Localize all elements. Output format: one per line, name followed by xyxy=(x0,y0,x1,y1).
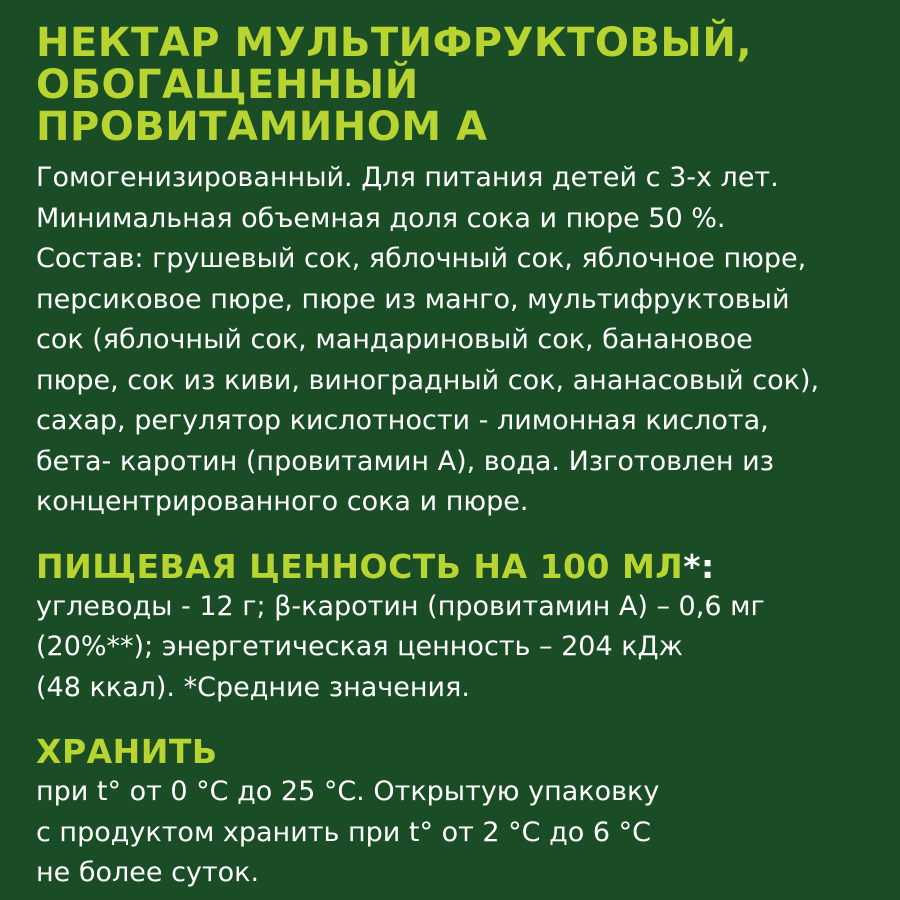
nutrition-heading xyxy=(36,547,864,587)
description-line: пюре, сок из киви, виноградный сок, ананасовый сок), xyxy=(36,364,820,396)
nutrition-line: (20%**); энергетическая ценность – 204 кДж xyxy=(36,631,683,662)
description-line: сок (яблочный сок, мандариновый сок, банановое xyxy=(36,324,753,355)
description-line: Гомогенизированный. Для питания детей с 3-х лет. xyxy=(36,162,779,193)
nutrition-heading-mark: *: xyxy=(683,546,715,586)
nutrition-line: (48 ккал). *Средние значения. xyxy=(36,671,470,703)
description-line: концентрированного сока и пюре. xyxy=(36,486,529,517)
description-line: Минимальная объемная доля сока и пюре 50 %. xyxy=(36,202,726,234)
description-line: Состав: грушевый сок, яблочный сок, яблочное пюре, xyxy=(36,243,807,274)
storage-line: при t° от 0 °С до 25 °С. Открытую упаковку xyxy=(36,776,660,807)
description-line: персиковое пюре, пюре из манго, мультифруктовый xyxy=(36,283,790,315)
nutrition-line: углеводы - 12 г; β-каротин (провитамин А) – 0,6 мг xyxy=(36,590,765,622)
storage-details xyxy=(36,772,864,894)
storage-line: не более суток. xyxy=(36,857,260,888)
storage-heading: ХРАНИТЬ xyxy=(36,732,218,771)
nutrition-details xyxy=(36,587,864,709)
description-line: бета- каротин (провитамин А), вода. Изготовлен из xyxy=(36,445,775,477)
storage-line: с продуктом хранить при t° от 2 °С до 6 °С xyxy=(36,816,651,848)
description-line: сахар, регулятор кислотности - лимонная кислота, xyxy=(36,405,769,436)
product-description xyxy=(36,158,864,523)
product-title-line: НЕКТАР МУЛЬТИФРУКТОВЫЙ, xyxy=(36,20,753,66)
product-title-line: ПРОВИТАМИНОМ А xyxy=(36,104,488,150)
product-title-line: ОБОГАЩЕННЫЙ xyxy=(36,62,419,108)
nutrition-heading-text: ПИЩЕВАЯ ЦЕННОСТЬ НА 100 МЛ xyxy=(36,546,684,586)
product-title xyxy=(36,22,864,148)
